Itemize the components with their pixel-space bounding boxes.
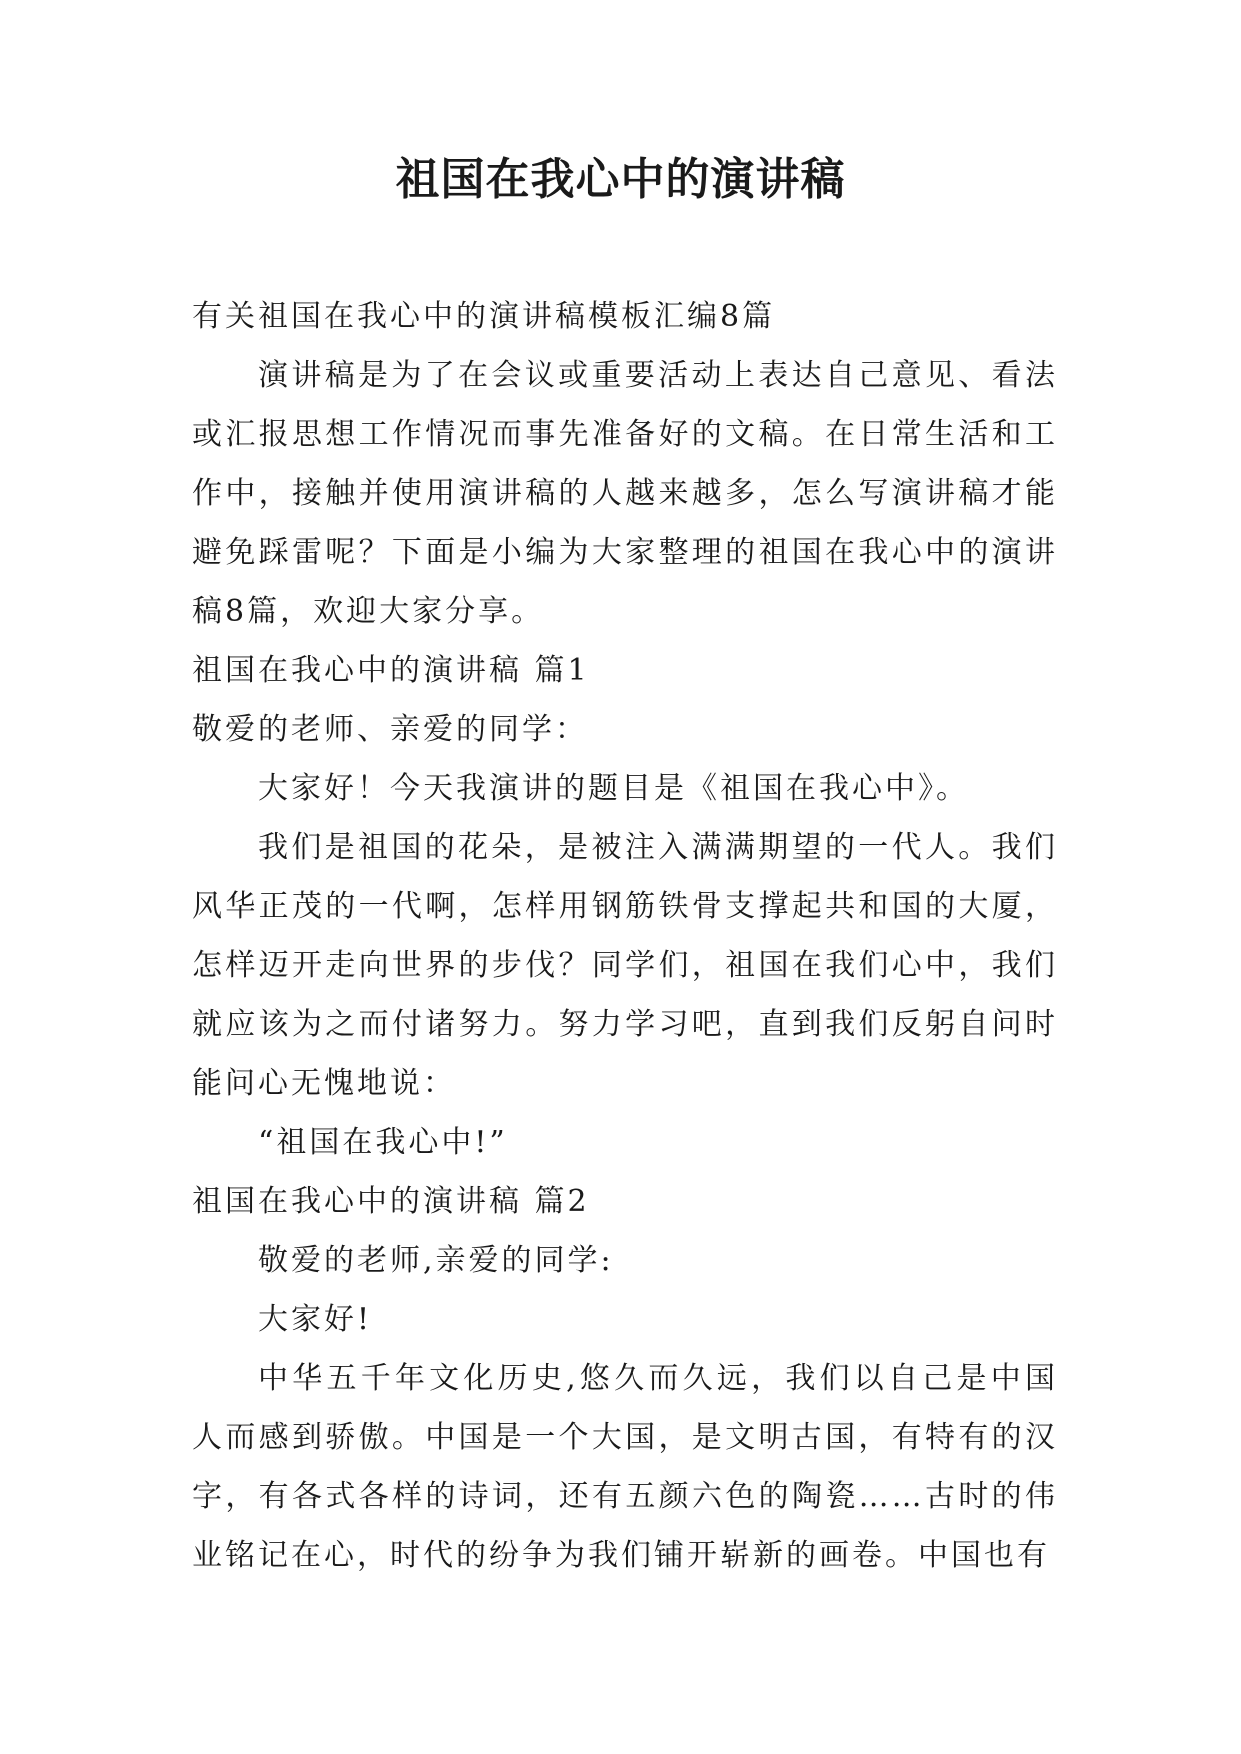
paragraph-intro: 演讲稿是为了在会议或重要活动上表达自己意见、看法或汇报思想工作情况而事先准备好的文稿。在日常生活和工作中，接触并使用演讲稿的人越来越多，怎么写演讲稿才能避免踩雷呢？下面是小编为大家整理的祖国在我心中的演讲稿8篇，欢迎大家分享。 — [192, 358, 1058, 629]
greeting-2: 大家好! — [258, 1302, 373, 1337]
salutation-2: 敬爱的老师,亲爱的同学: — [258, 1243, 614, 1278]
paragraph-body-2: 中华五千年文化历史,悠久而久远，我们以自己是中国人而感到骄傲。中国是一个大国，是文明古国，有特有的汉字，有各式各样的诗词，还有五颜六色的陶瓷……古时的伟业铭记在心，时代的纷争为我们铺开崭新的画卷。中国也有 — [192, 1361, 1058, 1573]
paragraph-subtitle: 有关祖国在我心中的演讲稿模板汇编8篇 — [192, 299, 776, 334]
document-body — [192, 287, 1058, 1585]
greeting-1: 大家好！今天我演讲的题目是《祖国在我心中》。 — [258, 771, 969, 806]
quote-1: “祖国在我心中!” — [258, 1125, 508, 1160]
salutation-1: 敬爱的老师、亲爱的同学： — [192, 712, 588, 747]
section-heading-2: 祖国在我心中的演讲稿 篇2 — [192, 1184, 590, 1219]
document-title: 祖国在我心中的演讲稿 — [395, 154, 846, 205]
section-heading-1: 祖国在我心中的演讲稿 篇1 — [192, 653, 590, 688]
paragraph-body-1: 我们是祖国的花朵，是被注入满满期望的一代人。我们风华正茂的一代啊，怎样用钢筋铁骨支撑起共和国的大厦，怎样迈开走向世界的步伐？同学们，祖国在我们心中，我们就应该为之而付诸努力。努力学习吧，直到我们反躬自问时能问心无愧地说： — [192, 830, 1058, 1101]
